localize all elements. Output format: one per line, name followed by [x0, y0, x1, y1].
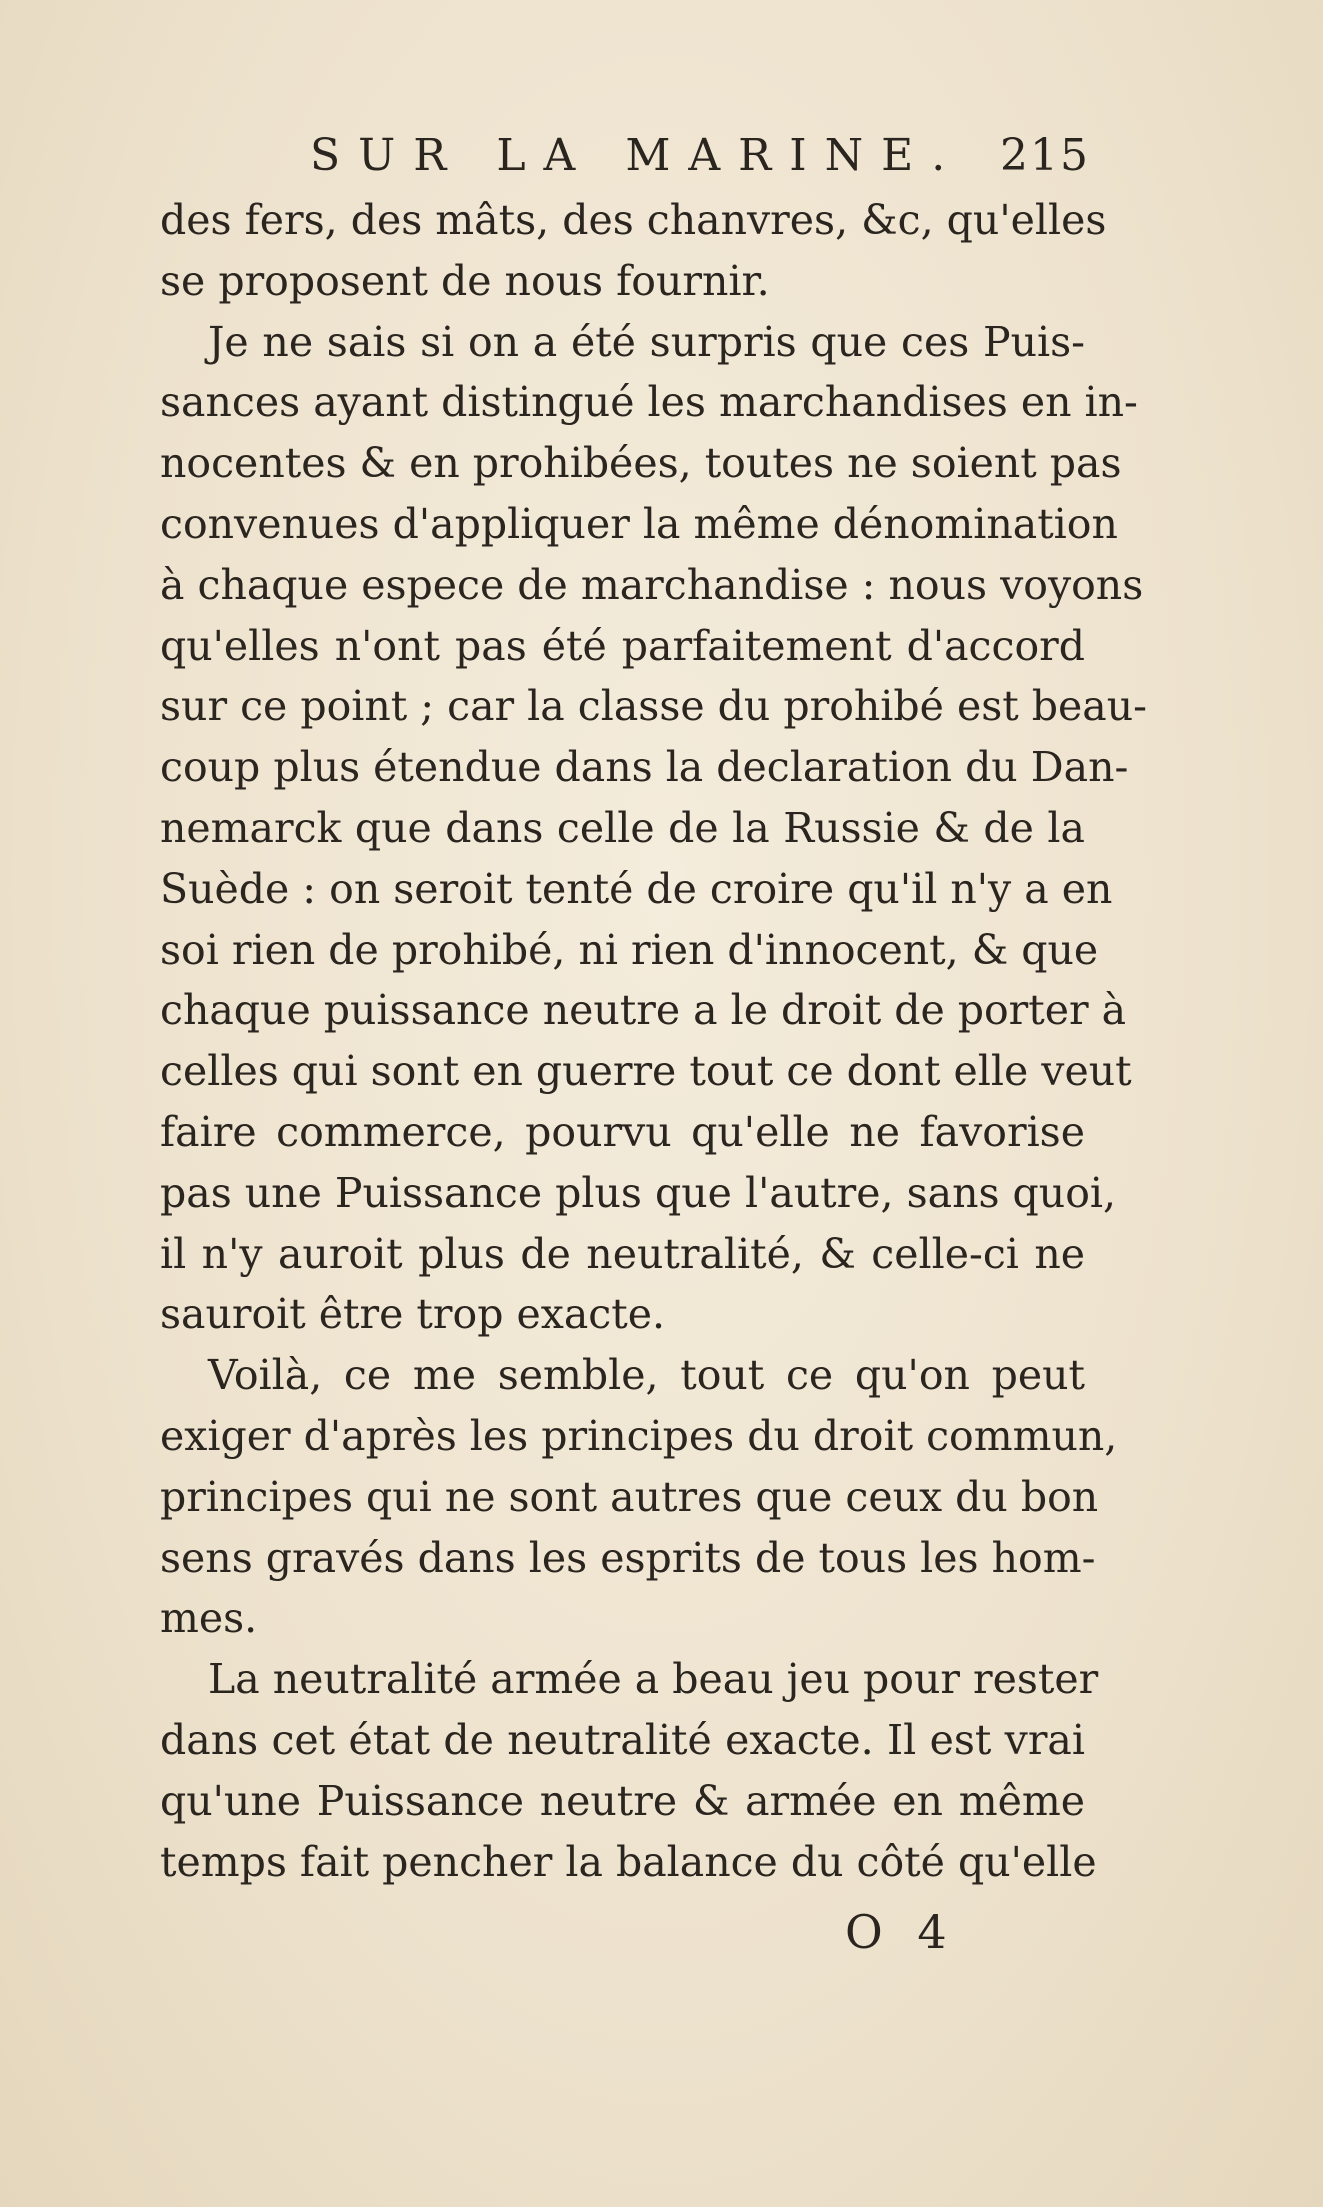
text-line: sur ce point ; car la classe du prohibé est beau- — [160, 682, 1147, 731]
text-line: à chaque espece de marchandise : nous voyons — [160, 560, 1144, 609]
text-line: se proposent de nous fournir. — [160, 256, 770, 305]
text-line: La neutralité armée a beau jeu pour rester — [208, 1655, 1099, 1704]
text-line: temps fait pencher la balance du côté qu'elle — [160, 1837, 1097, 1886]
body-text — [160, 190, 1147, 1892]
text-line: convenues d'appliquer la même dénomination — [160, 499, 1118, 548]
text-line: qu'elles n'ont pas été parfaitement d'accord — [160, 621, 1085, 670]
text-line: Je ne sais si on a été surpris que ces Puis- — [208, 317, 1085, 366]
text-line: exiger d'après les principes du droit commun, — [160, 1411, 1118, 1460]
text-line: des fers, des mâts, des chanvres, &c, qu'elles — [160, 196, 1107, 244]
text-line: soi rien de prohibé, ni rien d'innocent, & que — [160, 925, 1099, 974]
text-line: il n'y auroit plus de neutralité, & celle-ci ne — [160, 1229, 1085, 1278]
text-line: Suède : on seroit tenté de croire qu'il n'y a en — [160, 864, 1113, 913]
catchword-signature: O 4 — [845, 1905, 957, 1959]
text-line: nemarck que dans celle de la Russie & de la — [160, 803, 1085, 852]
running-title: SUR LA MARINE. — [310, 130, 964, 181]
text-line: sens gravés dans les esprits de tous les hom- — [160, 1533, 1096, 1582]
text-line: coup plus étendue dans la declaration du Dan- — [160, 743, 1129, 792]
text-line: dans cet état de neutralité exacte. Il est vrai — [160, 1715, 1085, 1764]
text-line: nocentes & en prohibées, toutes ne soient pas — [160, 439, 1122, 488]
text-line: sances ayant distingué les marchandises en in- — [160, 378, 1138, 427]
text-line: Voilà, ce me semble, tout ce qu'on peut — [208, 1351, 1085, 1400]
text-line: mes. — [160, 1594, 258, 1643]
text-line: qu'une Puissance neutre & armée en même — [160, 1776, 1085, 1825]
text-line: chaque puissance neutre a le droit de porter à — [160, 986, 1127, 1035]
text-line: sauroit être trop exacte. — [160, 1290, 666, 1339]
text-line: pas une Puissance plus que l'autre, sans quoi, — [160, 1168, 1117, 1217]
text-line: celles qui sont en guerre tout ce dont elle veut — [160, 1047, 1132, 1096]
page-number: 215 — [1000, 130, 1090, 181]
text-line: faire commerce, pourvu qu'elle ne favorise — [160, 1107, 1085, 1156]
text-line: principes qui ne sont autres que ceux du bon — [160, 1472, 1099, 1521]
